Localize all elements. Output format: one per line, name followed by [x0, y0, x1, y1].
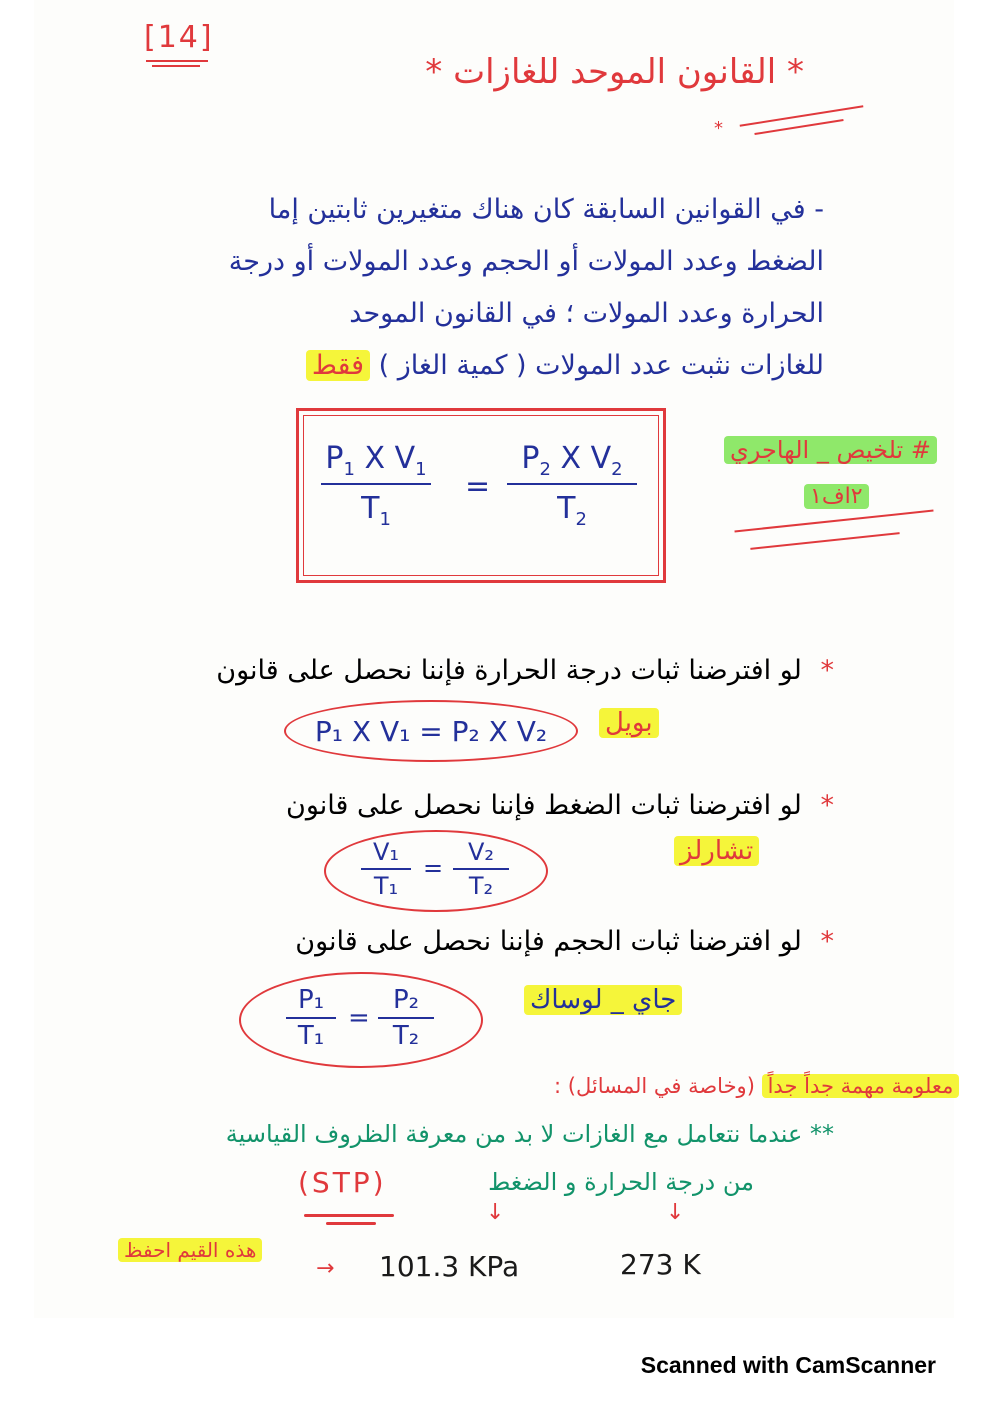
charles-law-name	[674, 836, 759, 866]
gaylussac-equation-oval	[239, 972, 483, 1068]
left-numerator: $P_1$ X $V_1$	[325, 441, 427, 480]
law-text: لو افترضنا ثبات الضغط فإننا نحصل على قانون	[285, 790, 802, 821]
right-fraction	[507, 439, 637, 529]
law-gaylussac-statement	[295, 926, 834, 957]
down-arrow-icon: ↓	[666, 1200, 685, 1225]
right-arrow-icon: →	[316, 1256, 335, 1281]
star-icon: *	[820, 926, 834, 957]
page-number-underline	[146, 60, 208, 62]
important-rest: (وخاصة في المسائل) :	[554, 1074, 755, 1098]
summary-credit	[724, 436, 937, 464]
boyle-equation: P₁ X V₁ = P₂ X V₂	[314, 714, 548, 748]
right-denominator: $T_2$	[557, 491, 587, 530]
intro-line: الحرارة وعدد المولات ؛ في القانون الموحد	[349, 298, 824, 329]
fraction-bar	[507, 483, 637, 485]
law-name-highlight: تشارلز	[674, 836, 759, 866]
stp-pressure-value: 101.3 KPa	[379, 1250, 520, 1283]
intro-line: الضغط وعدد المولات أو الحجم وعدد المولات أو درجة	[228, 246, 824, 277]
charles-left-fraction: V₁ T₁	[361, 838, 411, 900]
title-underline	[740, 105, 864, 127]
memorize-note	[118, 1238, 262, 1262]
gaylussac-equation	[286, 985, 436, 1055]
charles-equation	[361, 838, 511, 904]
boyle-law-name	[599, 708, 659, 738]
stp-temperature-value: 273 K	[620, 1248, 701, 1281]
right-numerator: $P_2$ X $V_2$	[521, 441, 623, 480]
camscanner-watermark: Scanned with CamScanner	[640, 1352, 936, 1378]
law-charles-statement	[286, 790, 834, 821]
equals-sign: =	[348, 1003, 370, 1033]
intro-line	[44, 340, 824, 392]
important-note	[554, 1074, 959, 1098]
law-text: لو افترضنا ثبات الحجم فإننا نحصل على قانون	[295, 926, 802, 957]
stp-statement-line2: من درجة الحرارة و الضغط	[488, 1168, 754, 1196]
page-number-underline	[152, 65, 200, 67]
law-name-highlight: بويل	[599, 708, 659, 738]
star-icon: *	[820, 655, 834, 686]
page-number: [14]	[144, 20, 214, 55]
memorize-highlight: هذه القيم احفظ	[118, 1238, 262, 1262]
intro-line-text: للغازات نثبت عدد المولات ( كمية الغاز )	[378, 350, 824, 381]
stp-underline	[304, 1214, 394, 1217]
left-fraction	[321, 439, 431, 529]
law-name-highlight: جاي _ لوساك	[524, 985, 682, 1015]
fraction-bar	[321, 483, 431, 485]
gaylussac-left-fraction: P₁ T₁	[286, 985, 336, 1051]
law-boyle-statement	[216, 655, 834, 686]
equals-sign: =	[465, 469, 491, 504]
summary-highlight: # تلخيص _ الهاجري	[724, 436, 937, 464]
stp-statement: ** عندما نتعامل مع الغازات لا بد من معرفة الظروف القياسية	[225, 1120, 834, 1148]
important-highlight: معلومة مهمة جداً جداً	[762, 1074, 960, 1098]
reference-highlight: ٢اف١	[804, 484, 869, 509]
reference-code	[804, 484, 869, 509]
stp-underline	[326, 1222, 376, 1225]
law-text: لو افترضنا ثبات درجة الحرارة فإننا نحصل على قانون	[216, 655, 802, 686]
combined-gas-law-box	[296, 408, 666, 583]
charles-right-fraction: V₂ T₂	[453, 838, 509, 900]
stp-label: (STP)	[298, 1166, 387, 1199]
notebook-page	[34, 0, 954, 1318]
equals-sign: =	[423, 854, 444, 882]
title-star-icon: *	[714, 118, 723, 139]
gaylussac-right-fraction: P₂ T₂	[378, 985, 434, 1051]
down-arrow-icon: ↓	[486, 1200, 505, 1225]
star-icon: *	[820, 790, 834, 821]
boyle-equation-oval	[284, 700, 578, 762]
intro-highlight: فقط	[306, 350, 370, 381]
gaylussac-law-name	[524, 985, 682, 1015]
intro-paragraph	[44, 184, 824, 392]
summary-underline	[750, 532, 899, 550]
charles-equation-oval	[324, 830, 548, 912]
page-title: * القانون الموحد للغازات *	[425, 52, 804, 92]
left-denominator: $T_1$	[361, 491, 391, 530]
intro-line: - في القوانين السابقة كان هناك متغيرين ثابتين إما	[268, 194, 824, 225]
summary-underline	[734, 510, 933, 533]
